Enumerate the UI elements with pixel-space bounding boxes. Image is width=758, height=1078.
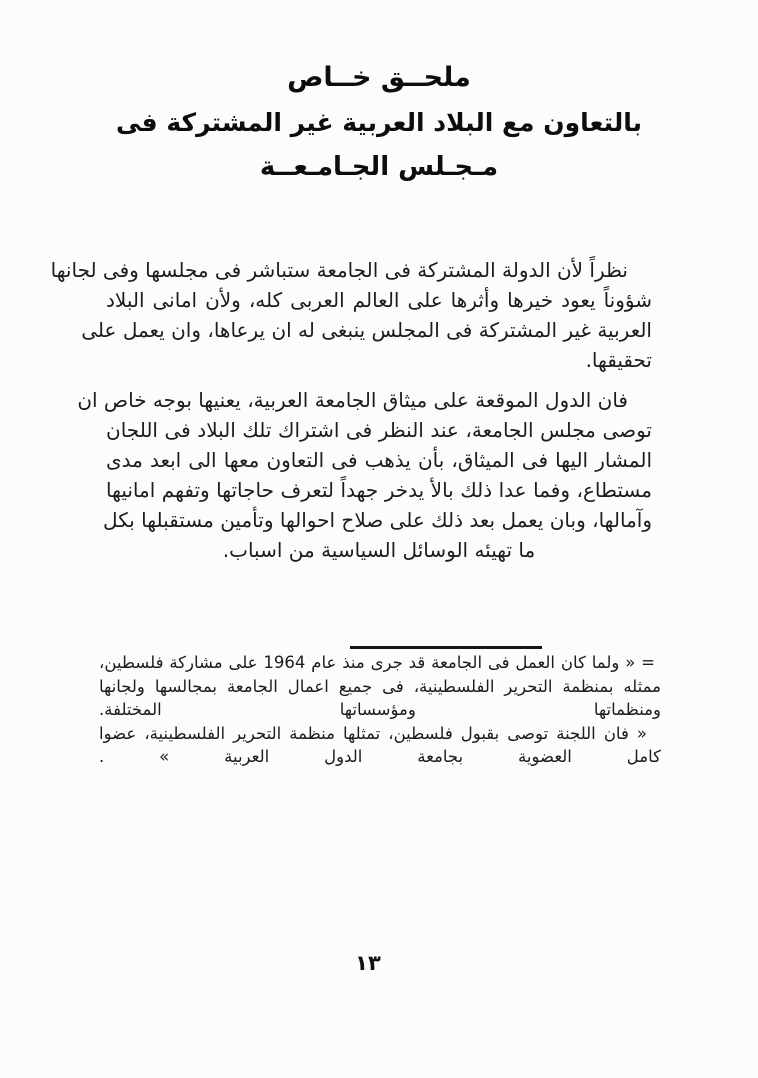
paragraph-2 (77, 385, 652, 565)
paragraph-2-line-2: توصى مجلس الجامعة، عند النظر فى اشتراك تلك البلاد فى اللجان (106, 418, 652, 442)
paragraph-1-line-1: نظراً لأن الدولة المشتركة فى الجامعة ستباشر فى مجلسها وفى لجانها (50, 258, 628, 282)
paragraph-2-line-4: مستطاع، وفما عدا ذلك بالأ يدخر جهداً لتعرف حاجاتها وتفهم امانيها (106, 478, 652, 502)
paragraph-2-line-1: فان الدول الموقعة على ميثاق الجامعة العربية، يعنيها بوجه خاص ان (77, 388, 628, 412)
paragraph-1-line-3: العربية غير المشتركة فى المجلس ينبغى له ان يرعاها، وان يعمل على (81, 318, 652, 342)
paragraph-2-line-6: ما تهيئه الوسائل السياسية من اسباب. (222, 538, 536, 562)
footnote-separator-rule (350, 646, 542, 649)
title-line-2: بالتعاون مع البلاد العربية غير المشتركة فى (116, 108, 642, 137)
title-line-1: ملحــق خــاص (287, 62, 471, 93)
paragraph-1-line-4: تحقيقها. (585, 348, 652, 372)
paragraph-1 (50, 255, 652, 375)
page-number: ١٣ (355, 951, 381, 975)
title-block (104, 55, 654, 190)
paragraph-2-line-3: المشار اليها فى الميثاق، بأن يذهب فى التعاون معها الى ابعد مدى (106, 448, 652, 472)
footnote-line-1: = « ولما كان العمل فى الجامعة قد جرى منذ عام 1964 على مشاركة فلسطين، (99, 653, 655, 672)
paragraph-2-line-5: وآمالها، وبان يعمل بعد ذلك على صلاح احوالها وتأمين مستقبلها بكل (103, 508, 652, 532)
footnote-line-5: كامل العضوية بجامعة الدول العربية » . (99, 747, 661, 766)
paragraph-1-line-2: شؤوناً يعود خيرها وأثرها على العالم العربى كله، ولأن امانى البلاد (106, 288, 652, 312)
footnote-block (99, 651, 661, 769)
title-line-3: مـجـلس الجـامـعــة (259, 152, 499, 182)
footnote-line-3: ومنظماتها ومؤسساتها المختلفة. (99, 700, 661, 719)
footnote-line-4: « فان اللجنة توصى بقبول فلسطين، تمثلها منظمة التحرير الفلسطينية، عضوا (99, 723, 647, 743)
footnote-line-2: ممثله بمنظمة التحرير الفلسطينية، فى جميع اعمال الجامعة بمجالسها ولجانها (99, 676, 661, 696)
